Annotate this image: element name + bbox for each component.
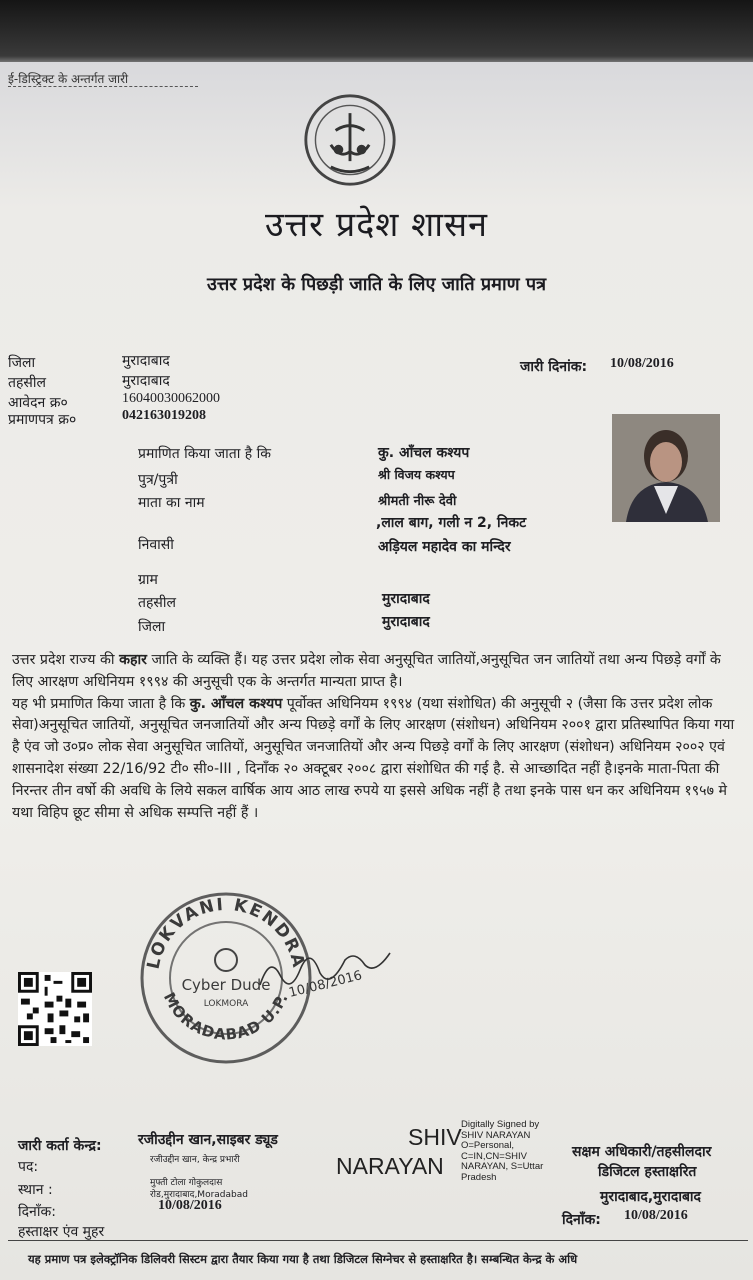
authority-date-value: 10/08/2016: [624, 1208, 688, 1223]
address-line-1: ,लाल बाग, गली न 2, निकट: [376, 515, 527, 531]
body-paragraph-2: यह भी प्रमाणित किया जाता है कि कु. आँचल कश्यप पूर्वोक्त अधिनियम १९९४ (यथा संशोधित) की अनुसूची २ (जैसा कि उत्तर प्रदेश लोक सेवा)अनुसूचित जातियों, अनुसूचित जनजातियों और अन्य पिछड़े वर्गों के लिए आरक्षण (संशोधन) अधिनियम २००१ द्वारा प्रतिस्थापित किया गया है एंव जो उ०प्र० लोक सेवा अनुसूचित जातियों, अनुसूचित जनजातियों और अन्य पिछड़े वर्गों के लिए आरक्षण (संशोधन) अधिनियम २००२ एवं शासनादेश संख्या 22/16/92 टी० सी०-III , दिनाँक २० अक्टूबर २००८ द्वारा संशोधित की गई है. से आच्छादित नहीं है।इनके माता-पिता की निरन्तर तीन वर्षो की अवधि के लिये सकल वार्षिक आय आठ लाख रुपये या इससे अधिक नहीं है तथा इनके पास धन कर अधिनियम १९५७ मे यथा विहिप छूट सीमा से अधिक सम्पत्ति नहीं हैं ।: [12, 695, 735, 821]
district-value: मुरादाबाद: [122, 353, 170, 369]
footer-note: यह प्रमाण पत्र इलेक्ट्रॉनिक डिलिवरी सिस्टम द्वारा तैयार किया गया है तथा डिजिटल सिग्नेचर से हस्ताक्षरित है। सम्बन्धित केन्द्र के अधि: [28, 1252, 578, 1266]
issuer-center-label: जारी कर्ता केन्द्र:: [18, 1138, 102, 1154]
stamp-outer-text: LOKVANI KENDRA: [143, 894, 309, 971]
issuer-date-value: 10/08/2016: [158, 1198, 222, 1213]
authority-place: मुरादाबाद,मुरादाबाद: [600, 1189, 701, 1205]
issue-date-label: जारी दिनांक:: [520, 359, 588, 375]
issue-date-value: 10/08/2016: [610, 356, 674, 371]
handwritten-signature: [250, 935, 400, 1005]
authority-date-label: दिनाँक:: [562, 1212, 601, 1228]
top-dark-band: [0, 0, 753, 70]
digital-signer-name-1: SHIV: [408, 1124, 462, 1150]
body-paragraph-1: उत्तर प्रदेश राज्य की कहार जाति के व्यक्ति हैं। यह उत्तर प्रदेश लोक सेवा अनुसूचित जातियों,अनुसूचित जन जातियों तथा अन्य पिछड़े वर्गों के लिए आरक्षण अधिनियम १९९४ की अनुसूची एक के अन्तर्गत मान्यता प्राप्त है।: [12, 652, 721, 690]
document-subtitle: उत्तर प्रदेश के पिछड़ी जाति के लिए जाति प्रमाण पत्र: [206, 274, 547, 295]
applicant-photo: [612, 414, 720, 522]
up-emblem-icon: [302, 92, 398, 188]
document-title: उत्तर प्रदेश शासन: [265, 205, 488, 245]
district2-label: जिला: [138, 619, 166, 635]
certificate-label: प्रमाणपत्र क्र०: [8, 412, 77, 428]
application-number: 16040030062000: [122, 391, 220, 406]
issuer-place-label: स्थान :: [18, 1182, 53, 1198]
application-label: आवेदन क्र०: [8, 395, 68, 411]
edistrict-note: ई-डिस्ट्रिक्ट के अन्तर्गत जारी: [8, 72, 129, 86]
authority-signed: डिजिटल हस्ताक्षरित: [598, 1164, 697, 1180]
issuer-place-value-2: रोड,मुरादाबाद,Moradabad: [150, 1190, 248, 1200]
tehsil-label: तहसील: [8, 375, 46, 391]
qr-code-icon: [18, 972, 92, 1046]
address-line-2: अड़ियल महादेव का मन्दिर: [378, 539, 511, 555]
handwritten-date: 10/08/2016: [287, 968, 364, 1001]
digital-signer-name-2: NARAYAN: [336, 1153, 444, 1179]
stamp-bottom-text: MORADABAD U.P.: [159, 989, 292, 1044]
district-label: जिला: [8, 355, 36, 371]
issuer-date-label: दिनाँक:: [18, 1204, 56, 1220]
divider: [8, 86, 198, 87]
tehsil2-value: मुरादाबाद: [382, 591, 430, 607]
caste-name: कहार: [119, 652, 147, 668]
certificate-number: 042163019208: [122, 408, 206, 423]
issuer-place-value-1: मुफ्ती टोला गोकुलदास: [150, 1178, 223, 1188]
parent-value: श्री विजय कश्यप: [378, 467, 455, 482]
mother-label: माता का नाम: [138, 495, 205, 511]
signature-label: हस्ताक्षर एंव मुहर: [18, 1224, 105, 1240]
resident-label: निवासी: [138, 537, 174, 553]
certified-label: प्रमाणित किया जाता है कि: [138, 446, 272, 462]
issuer-post-label: पद:: [18, 1159, 39, 1175]
district2-value: मुरादाबाद: [382, 614, 430, 630]
village-label: ग्राम: [138, 572, 158, 588]
stamp-inner-text-2: LOKMORA: [203, 999, 249, 1009]
digital-signature-details: Digitally Signed by SHIV NARAYAN O=Personal, C=IN,CN=SHIV NARAYAN, S=Uttar Pradesh: [461, 1119, 544, 1183]
issuer-post-value: रजीउद्दीन खान, केन्द्र प्रभारी: [150, 1155, 240, 1165]
mother-value: श्रीमती नीरू देवी: [378, 494, 457, 509]
tehsil2-label: तहसील: [138, 595, 176, 611]
tehsil-value: मुरादाबाद: [122, 373, 170, 389]
body-applicant-name: कु. आँचल कश्यप: [189, 695, 283, 712]
footer-divider: [8, 1240, 748, 1241]
stamp-inner-text: Cyber Dude: [181, 976, 271, 994]
parent-label: पुत्र/पुत्री: [138, 472, 178, 488]
authority-title: सक्षम अधिकारी/तहसीलदार: [572, 1144, 712, 1160]
applicant-name: कु. आँचल कश्यप: [378, 445, 470, 461]
certificate-body: [12, 650, 738, 824]
issuer-center-value: रजीउद्दीन खान,साइबर ड्यूड: [138, 1132, 278, 1148]
